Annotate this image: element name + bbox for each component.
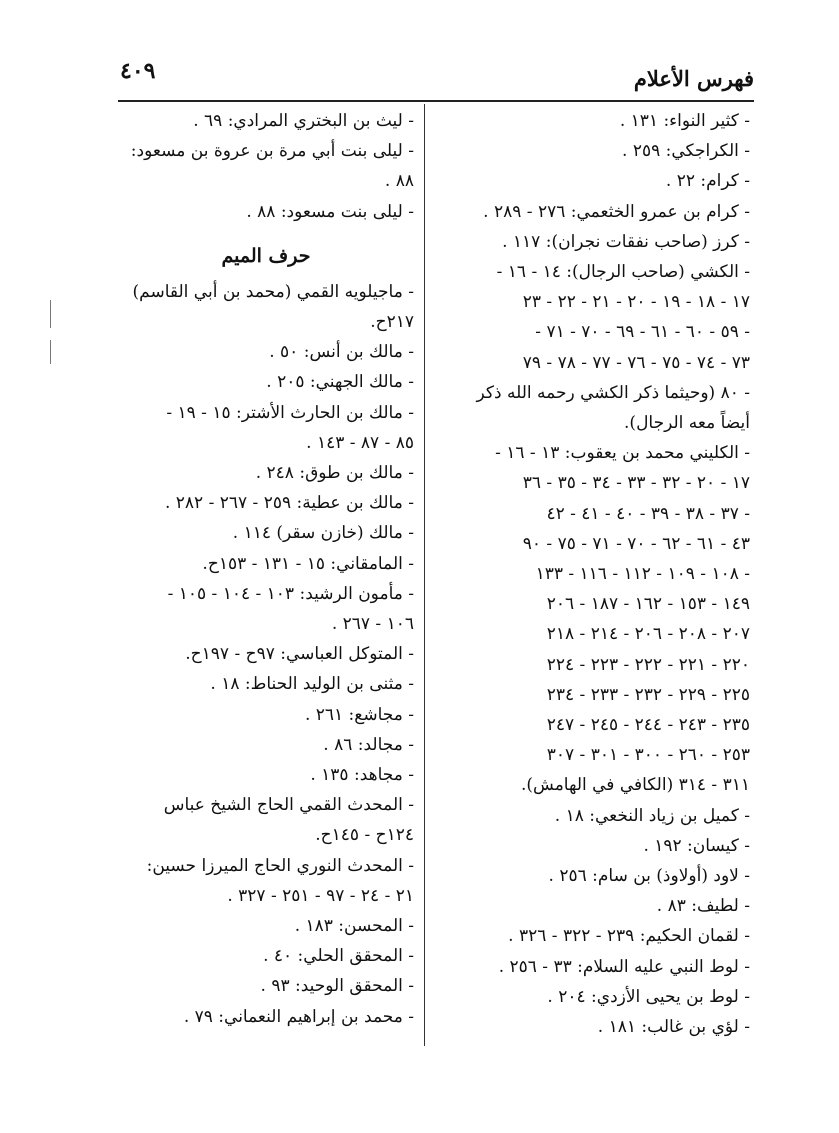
index-entry: - مالك الجهني: ٢٠٥ . — [266, 372, 414, 393]
index-entry: - المامقاني: ١٥ - ١٣١ - ١٥٣ح. — [202, 553, 414, 574]
index-entry: - لطيف: ٨٣ . — [656, 896, 750, 917]
index-entry: - كرام بن عمرو الخثعمي: ٢٧٦ - ٢٨٩ . — [483, 201, 750, 222]
index-entry: - مجالد: ٨٦ . — [323, 734, 414, 755]
index-entry: - كرز (صاحب نفقات نجران): ١١٧ . — [502, 231, 750, 252]
index-entry: - لوط بن يحيى الأزدي: ٢٠٤ . — [547, 986, 750, 1007]
index-entries-before-heading — [118, 106, 414, 227]
index-entry: ٢٢٠ - ٢٢١ - ٢٢٢ - ٢٢٣ - ٢٢٤ — [546, 654, 750, 675]
section-heading-meem: حرف الميم — [221, 244, 311, 267]
margin-mark — [50, 340, 51, 364]
index-entry: ١٧ - ٢٠ - ٣٢ - ٣٣ - ٣٤ - ٣٥ - ٣٦ — [522, 473, 750, 494]
index-entry: ٤٣ - ٦١ - ٦٢ - ٧٠ - ٧١ - ٧٥ - ٩٠ — [522, 533, 750, 554]
index-entry: - ماجيلويه القمي (محمد بن أبي القاسم) — [132, 281, 414, 302]
index-column-right — [442, 106, 750, 1042]
index-entry: - مالك بن الحارث الأشتر: ١٥ - ١٩ - — [166, 402, 414, 423]
index-entry: - لؤي بن غالب: ١٨١ . — [597, 1017, 750, 1038]
index-entry: - كميل بن زياد النخعي: ١٨ . — [554, 805, 750, 826]
index-column-left — [118, 106, 414, 1032]
index-entry: - المحقق الحلي: ٤٠ . — [263, 946, 414, 967]
index-entry: ١٧ - ١٨ - ١٩ - ٢٠ - ٢١ - ٢٢ - ٢٣ — [522, 292, 750, 313]
index-entry: - مثنى بن الوليد الحناط: ١٨ . — [210, 674, 414, 695]
index-entry: - ليث بن البختري المرادي: ٦٩ . — [193, 111, 414, 131]
index-entry: ٣١١ - ٣١٤ (الكافي في الهامش). — [520, 775, 750, 796]
index-entry: ٨٥ - ٨٧ - ١٤٣ . — [306, 432, 414, 453]
index-entry: ١٤٩ - ١٥٣ - ١٦٢ - ١٨٧ - ٢٠٦ — [546, 594, 750, 615]
index-entry: - كثير النواء: ١٣١ . — [619, 111, 750, 131]
index-entry: - الكشي (صاحب الرجال): ١٤ - ١٦ - — [496, 262, 750, 283]
index-entry: - مجاشع: ٢٦١ . — [304, 704, 414, 725]
index-entry: - كيسان: ١٩٢ . — [643, 835, 750, 856]
index-entry: - ١٠٨ - ١٠٩ - ١١٢ - ١١٦ - ١٣٣ — [535, 564, 750, 585]
index-entry: - ٨٠ (وحيثما ذكر الكشي رحمه الله ذكر — [476, 382, 750, 403]
index-entry: - المحقق الوحيد: ٩٣ . — [260, 976, 414, 997]
index-entry: ٢٣٥ - ٢٤٣ - ٢٤٤ - ٢٤٥ - ٢٤٧ — [546, 715, 750, 736]
index-entry: ٨٨ . — [384, 171, 414, 192]
index-entry: - مجاهد: ١٣٥ . — [310, 765, 414, 786]
page-header — [110, 58, 754, 98]
index-entry: - لقمان الحكيم: ٢٣٩ - ٣٢٢ - ٣٢٦ . — [508, 926, 750, 947]
index-entry: - المحدث النوري الحاج الميرزا حسين: — [146, 855, 414, 876]
page-number: ٤٠٩ — [120, 58, 156, 84]
index-entry: ٢٢٥ - ٢٢٩ - ٢٣٢ - ٢٣٣ - ٢٣٤ — [546, 684, 750, 705]
index-entry: ١٢٤ح - ١٤٥ح. — [315, 825, 414, 846]
index-entry: ٢٠٧ - ٢٠٨ - ٢٠٦ - ٢١٤ - ٢١٨ — [546, 624, 750, 645]
index-entry: ١٠٦ - ٢٦٧ . — [331, 614, 414, 635]
index-entry: - مالك بن طوق: ٢٤٨ . — [255, 463, 414, 484]
index-entry: - المحسن: ١٨٣ . — [294, 916, 414, 937]
index-entry: - محمد بن إبراهيم النعماني: ٧٩ . — [183, 1006, 414, 1027]
index-entry: - الكليني محمد بن يعقوب: ١٣ - ١٦ - — [495, 443, 750, 464]
index-entry: - مالك (خازن سقر) ١١٤ . — [232, 523, 414, 544]
index-entry: - ليلى بنت أبي مرة بن عروة بن مسعود: — [130, 141, 414, 162]
index-entry: - مالك بن أنس: ٥٠ . — [269, 342, 414, 363]
margin-mark — [50, 300, 51, 328]
index-entry: - ٥٩ - ٦٠ - ٦١ - ٦٩ - ٧٠ - ٧١ - — [535, 322, 750, 343]
index-entry: - مأمون الرشيد: ١٠٣ - ١٠٤ - ١٠٥ - — [167, 583, 414, 604]
index-entry: - ليلى بنت مسعود: ٨٨ . — [246, 201, 414, 222]
index-entries-after-heading — [118, 277, 414, 1032]
index-entry: ٢١٧ح. — [370, 312, 414, 333]
index-entry: ٧٣ - ٧٤ - ٧٥ - ٧٦ - ٧٧ - ٧٨ - ٧٩ — [522, 352, 750, 373]
index-entry: ٢٥٣ - ٢٦٠ - ٣٠٠ - ٣٠١ - ٣٠٧ — [546, 745, 750, 766]
index-entry: ٢١ - ٢٤ - ٩٧ - ٢٥١ - ٣٢٧ . — [227, 885, 414, 906]
header-rule — [118, 100, 754, 102]
index-entry: - لاود (أولاوذ) بن سام: ٢٥٦ . — [548, 866, 750, 887]
index-entry: - المحدث القمي الحاج الشيخ عباس — [163, 795, 414, 816]
index-entry: - لوط النبي عليه السلام: ٣٣ - ٢٥٦ . — [498, 956, 750, 977]
column-divider — [424, 104, 425, 1046]
index-entry: - كرام: ٢٢ . — [665, 171, 750, 192]
index-entry: - المتوكل العباسي: ٩٧ح - ١٩٧ح. — [185, 644, 414, 665]
index-entry: - مالك بن عطية: ٢٥٩ - ٢٦٧ - ٢٨٢ . — [164, 493, 414, 514]
index-entry: أيضاً معه الرجال). — [624, 413, 750, 434]
page-title: فهرس الأعلام — [633, 66, 754, 91]
index-entry: - ٣٧ - ٣٨ - ٣٩ - ٤٠ - ٤١ - ٤٢ — [546, 503, 750, 524]
index-entry: - الكراجكي: ٢٥٩ . — [622, 141, 750, 162]
